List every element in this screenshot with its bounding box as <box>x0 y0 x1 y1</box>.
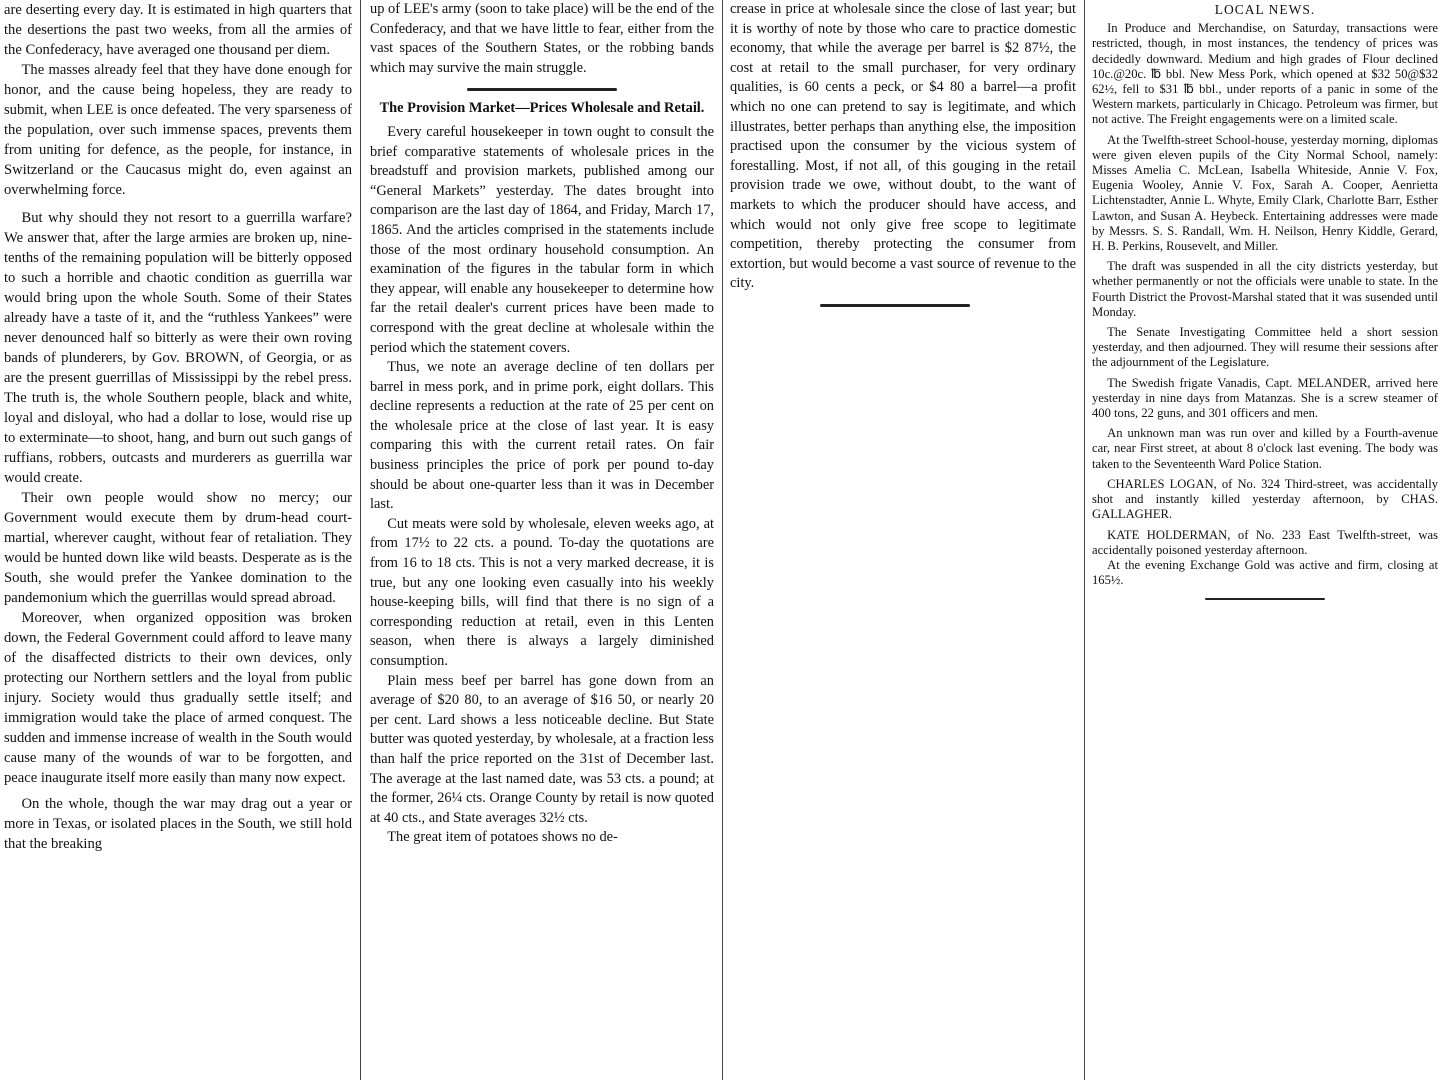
paragraph: crease in price at wholesale since the close of last year; but it is worthy of note by those who care to practice domestic economy, that while the average per barrel is $2 87½, the cost at retail to the small purchaser, for very ordinary qualities, is 60 cents a peck, or $4 80 a barrel—a profit which no one can pretend to say is legitimate, and which illustrates, better perhaps than anything else, the imposition practised upon the consumer by the vicious system of forestalling. Most, if not all, of this gouging in the retail provision trade we owe, without doubt, to the want of markets to which the producer should have access, and which would not only give free scope to legitimate competition, thereby protecting the consumer from extortion, but would become a vast source of revenue to the city. <box>730 1 1076 292</box>
section-separator <box>1205 598 1325 600</box>
section-separator <box>820 304 970 307</box>
news-item: The Senate Investigating Committee held a short session yesterday, and then adjourned. They will resume their sessions after the adjournment of the Legislature. <box>1092 325 1438 370</box>
column-2 <box>370 0 714 1080</box>
article-headline: The Provision Market—Prices Wholesale and Retail. <box>379 100 705 117</box>
column-divider <box>722 0 723 1080</box>
paragraph: On the whole, though the war may drag out a year or more in Texas, or isolated places in the South, we still hold that the breaking <box>4 796 352 852</box>
column-1 <box>4 0 352 1080</box>
paragraph: The great item of potatoes shows no de- <box>387 829 618 846</box>
paragraph: Moreover, when organized opposition was broken down, the Federal Government could afford to leave many of the disaffected districts to their own devices, only protecting our Northern settlers and the loyal from public injury. Society would thus gradually settle itself; and immigration would take the place of armed conquest. The sudden and immense increase of wealth in the South would cause many of the wounds of war to be forgotten, and peace inaugurate itself more easily than many now expect. <box>4 610 352 786</box>
paragraph: The masses already feel that they have done enough for honor, and the cause being hopeless, they are ready to submit, when LEE is once defeated. The very sparseness of the population, over such immense spaces, prevents them from uniting for defence, as the people, for instance, in Switzerland or the Caucasus might do, even against an overwhelming force. <box>4 62 352 198</box>
column-4 <box>1092 0 1438 1080</box>
column-divider <box>360 0 361 1080</box>
paragraph: Thus, we note an average decline of ten dollars per barrel in mess pork, and in prime pork, eight dollars. This decline represents a reduction at the rate of 25 per cent on the wholesale price at the close of last year. It is easy comparing this with the current retail rates. On fair business principles the price of pork per pound to-day should be about one-quarter less than it was in December last. <box>370 359 714 513</box>
paragraph: are deserting every day. It is estimated in high quarters that the desertions the past two weeks, from all the armies of the Confederacy, have averaged one thousand per diem. <box>4 2 352 58</box>
section-heading: LOCAL NEWS. <box>1214 2 1316 17</box>
paragraph: up of LEE's army (soon to take place) will be the end of the Confederacy, and that we have little to fear, either from the vast spaces of the Southern States, or the robbing bands which may survive the main struggle. <box>370 1 714 76</box>
news-item: KATE HOLDERMAN, of No. 233 East Twelfth-street, was accidentally poisoned yesterday afternoon. <box>1092 527 1438 557</box>
paragraph: Cut meats were sold by wholesale, eleven weeks ago, at from 17½ to 22 cts. a pound. To-day the quotations are from 16 to 18 cts. This is not a very marked decrease, it is true, but any one looking even casually into his weekly house-keeping bills, will find that there is no sign of a corresponding reduction at retail, even in this Lenten season, when there is always a largely diminished consumption. <box>370 515 714 669</box>
paragraph: But why should they not resort to a guerrilla warfare? We answer that, after the large armies are broken up, nine-tenths of the remaining population will be bitterly opposed to such a horrible and chaotic condition as guerrilla war would bring upon the whole South. Some of their States already have a taste of it, and the “ruthless Yankees” were never denounced half so bitterly as were their own roving bands of plunderers, by Gov. BROWN, of Georgia, or as are the present guerrillas of Mississippi by the rebel press. The truth is, the whole Southern people, black and white, loyal and disloyal, who had a dollar to lose, would rise up to exterminate—to shoot, hang, and burn out such gangs of ruffians, robbers, outcasts and murderers as guerrilla war would create. <box>4 210 352 486</box>
news-item: In Produce and Merchandise, on Saturday, transactions were restricted, though, in most instances, the tendency of prices was decidedly downward. Medium and high grades of Flour declined 10c.@20c. ℔ bbl. New Mess Pork, which opened at $32 50@$32 62½, fell to $31 ℔ bbl., under reports of a panic in some of the Western markets, particularly in Chicago. Petroleum was firmer, but not active. The Freight engagements were on a limited scale. <box>1092 21 1438 127</box>
section-separator <box>467 88 617 91</box>
news-item: An unknown man was run over and killed by a Fourth-avenue car, near First street, at about 8 o'clock last evening. The body was taken to the Seventeenth Ward Police Station. <box>1092 426 1438 471</box>
news-item: At the evening Exchange Gold was active and firm, closing at 165½. <box>1092 557 1438 588</box>
paragraph: Plain mess beef per barrel has gone down from an average of $20 80, to an average of $16 50, or nearly 20 per cent. Lard shows a less noticeable decline. But State butter was quoted yesterday, by wholesale, at a fraction less than half the price reported on the 31st of December last. The average at the last named date, was 53 cts. a pound; at the former, 26¼ cts. Orange County by retail is now quoted at 40 cts., and State averages 32½ cts. <box>370 672 714 826</box>
news-item: CHARLES LOGAN, of No. 324 Third-street, was accidentally shot and instantly killed yesterday afternoon, by CHAS. GALLAGHER. <box>1092 476 1438 522</box>
news-item: At the Twelfth-street School-house, yesterday morning, diplomas were given eleven pupils of the City Normal School, namely: Misses Amelia C. McLean, Isabella Whiteside, Annie V. Fox, Eugenia Wooley, Annie V. Fox, Sarah A. Cooper, Aenrietta Lichtenstadter, Annie L. Whyte, Emily Clark, Charlotte Barr, Esther Lawton, and Susan A. Heybeck. Entertaining addresses were made by Messrs. S. S. Randall, Wm. H. Neilson, Henry Kiddle, Gerard, H. B. Perkins, Rousevelt, and Miller. <box>1092 132 1438 254</box>
column-3 <box>730 0 1076 1080</box>
paragraph: Their own people would show no mercy; our Government would execute them by drum-head court-martial, wherever caught, without fear of retaliation. They would be hunted down like wild beasts. Desperate as is the South, she would prefer the Yankee domination to the pandemonium which the guerrillas would spread abroad. <box>4 490 352 606</box>
paragraph: Every careful housekeeper in town ought to consult the brief comparative statements of wholesale prices in the breadstuff and provision markets, published among our “General Markets” yesterday. The dates brought into comparison are the last day of 1864, and Friday, March 17, 1865. And the articles comprised in the statements include those of the most ordinary household consumption. An examination of the figures in the tabular form in which they appear, will enable any housekeeper to determine how far the retail dealer's current prices have been made to correspond with the great decline at wholesale within the period which the statement covers. <box>370 123 714 356</box>
news-item: The Swedish frigate Vanadis, Capt. MELANDER, arrived here yesterday in nine days from Matanzas. She is a screw steamer of 400 tons, 22 guns, and 301 officers and men. <box>1092 375 1438 421</box>
column-divider <box>1084 0 1085 1080</box>
news-item: The draft was suspended in all the city districts yesterday, but whether permanently or not the officials were unable to state. In the Fourth District the Provost-Marshal stated that it was susended until Monday. <box>1092 259 1438 319</box>
